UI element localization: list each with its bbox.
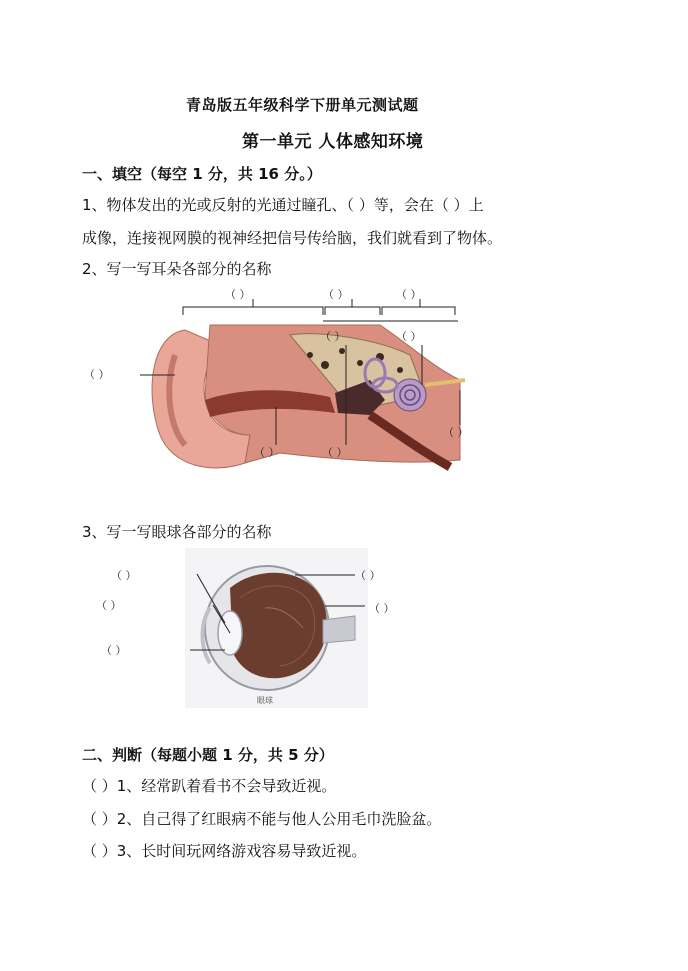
ear-illustration — [80, 285, 510, 480]
eye-illustration — [185, 548, 368, 708]
ear-label-4[interactable]: （ ） — [320, 330, 346, 343]
judgement-item-2[interactable]: （ ）2、自己得了红眼病不能与他人公用毛巾洗脸盆。 — [82, 810, 442, 828]
eye-label-2[interactable]: （ ） — [96, 599, 122, 612]
eye-label-3[interactable]: （ ） — [101, 644, 127, 657]
judgement-item-1[interactable]: （ ）1、经常趴着看书不会导致近视。 — [82, 777, 337, 795]
ear-label-2[interactable]: （ ） — [323, 288, 349, 301]
ear-label-3[interactable]: （ ） — [396, 288, 422, 301]
eye-caption: 眼球 — [257, 696, 273, 705]
question-2: 2、写一写耳朵各部分的名称 — [82, 260, 272, 278]
ear-label-5[interactable]: （ ） — [396, 330, 422, 343]
ear-brackets — [183, 299, 458, 321]
question-1-line-1: 1、物体发出的光或反射的光通过瞳孔、（ ）等，会在（ ）上 — [82, 196, 484, 214]
ear-label-7[interactable]: （ ） — [254, 446, 280, 459]
question-1-line-2: 成像，连接视网膜的视神经把信号传给脑，我们就看到了物体。 — [82, 229, 503, 247]
eye-label-1[interactable]: （ ） — [111, 569, 137, 582]
page-title: 青岛版五年级科学下册单元测试题 — [186, 96, 419, 114]
unit-title: 第一单元 人体感知环境 — [242, 132, 424, 152]
judgement-item-3[interactable]: （ ）3、长时间玩网络游戏容易导致近视。 — [82, 842, 367, 860]
question-3: 3、写一写眼球各部分的名称 — [82, 523, 272, 541]
cochlea-shape — [394, 379, 426, 411]
ear-label-9[interactable]: （ ） — [443, 426, 469, 439]
ear-label-1[interactable]: （ ） — [225, 288, 251, 301]
section-1-heading: 一、填空（每空 1 分，共 16 分。） — [82, 165, 322, 183]
eye-label-4[interactable]: （ ） — [355, 569, 381, 582]
ear-label-6[interactable]: （ ） — [84, 368, 110, 381]
section-2-heading: 二、判断（每题小题 1 分，共 5 分） — [82, 746, 334, 764]
eye-label-5[interactable]: （ ） — [369, 602, 395, 615]
ear-label-8[interactable]: （ ） — [322, 446, 348, 459]
